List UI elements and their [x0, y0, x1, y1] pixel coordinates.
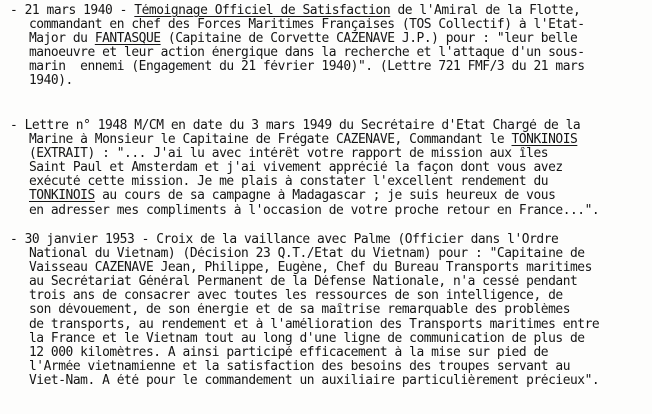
text-line: - 21 mars 1940 - Témoignage Officiel de Satisfaction de l'Amiral de la Flotte,: [10, 4, 581, 18]
entry-satisfaction-1940: [10, 4, 646, 89]
text-line: 1940).: [29, 74, 73, 89]
text-line: commandant en chef des Forces Maritimes Françaises (TOS Collectif) à l'Etat-: [29, 18, 585, 33]
text-line: (EXTRAIT) : "... J'ai lu avec intérêt votre rapport de mission aux îles: [29, 147, 549, 162]
text-line: Marine à Monsieur le Capitaine de Frégate CAZENAVE, Commandant le TONKINOIS: [29, 133, 578, 148]
entry-croix-vaillance-1953: [10, 233, 646, 388]
text-line: 12 000 kilomètres. A ainsi participé efficacement à la mise sur pied de: [29, 345, 549, 360]
text-line: Vaisseau CAZENAVE Jean, Philippe, Eugène, Chef du Bureau Transports maritimes: [29, 261, 592, 276]
entry-letter-1949: [10, 119, 646, 218]
text-line: - Lettre n° 1948 M/CM en date du 3 mars 1949 du Secrétaire d'Etat Chargé de la: [10, 119, 581, 133]
text-line: de transports, au rendement et à l'amélioration des Transports maritimes entre: [29, 317, 600, 332]
text-line: manoeuvre et leur action énergique dans la recherche et l'attaque d'un sous-: [29, 46, 585, 61]
text-line: Major du FANTASQUE (Capitaine de Corvette CAZENAVE J.P.) pour : "leur belle: [29, 32, 578, 47]
text-line: exécuté cette mission. Je me plais à constater l'excellent rendement du: [29, 175, 549, 190]
text-line: en adresser mes compliments à l'occasion de votre proche retour en France...".: [29, 203, 600, 218]
text-line: marin ennemi (Engagement du 21 février 1940)". (Lettre 721 FMF/3 du 21 mars: [29, 60, 585, 75]
text-line: son dévouement, de son énergie et de sa maîtrise remarquable des problèmes: [29, 303, 571, 318]
text-line: la France et le Vietnam tout au long d'une ligne de communication de plus de: [29, 331, 585, 346]
text-line: National du Vietnam) (Décision 23 Q.T./Etat du Vietnam) pour : "Capitaine de: [29, 247, 585, 262]
text-line: au Secrétariat Général Permanent de la Défense Nationale, n'a cessé pendant: [29, 275, 578, 290]
text-line: l'Armée vietnamienne et la satisfaction des besoins des troupes servant au: [29, 359, 571, 374]
text-line: Saint Paul et Amsterdam et j'ai vivement apprécié la façon dont vous avez: [29, 161, 563, 176]
text-line: Viet-Nam. A été pour le commandement un auxiliaire particulièrement précieux".: [29, 373, 600, 388]
text-line: TONKINOIS au cours de sa campagne à Madagascar ; je suis heureux de vous: [29, 189, 556, 204]
text-line: trois ans de consacrer avec toutes les ressources de son intelligence, de: [29, 289, 563, 304]
text-line: - 30 janvier 1953 - Croix de la vaillance avec Palme (Officier dans l'Ordre: [10, 233, 559, 247]
